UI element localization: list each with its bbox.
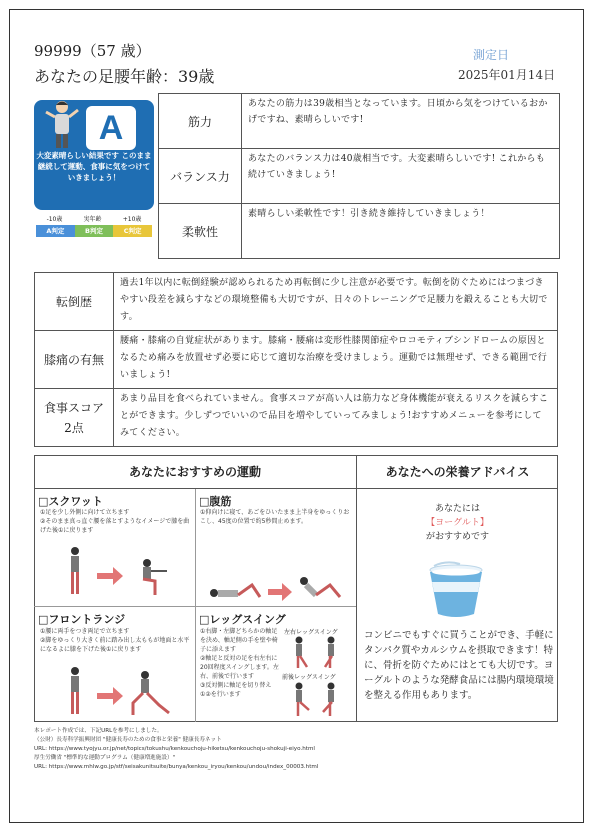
footer-line: 本レポート作成では、下記URLを参考にしました。 — [34, 728, 163, 734]
nutrition-intro: あなたには — [434, 504, 480, 514]
fitness-table — [158, 93, 560, 259]
scale-label-actual: 実年齢 — [83, 216, 102, 223]
scale-level-a: A判定 — [36, 225, 75, 237]
fitness-text-flexibility: 素晴らしい柔軟性です！引き続き維持していきましょう！ — [242, 204, 560, 259]
history-table — [34, 272, 558, 447]
situp-title: □腹筋 — [199, 495, 232, 508]
history-label-diet: 食事スコア 2点 — [35, 389, 114, 447]
situp-illustration-icon — [200, 565, 350, 603]
legswing-label-fb: 前後レッグスイング — [282, 674, 336, 681]
situp-body: ①仰向けに寝て、あごをひいたまま上半身をゆっくりおこし、45度の位置で約5秒間止めます。 — [200, 509, 350, 525]
history-text-knee: 腰痛・膝痛の自覚症状があります。膝痛・腰痛は変形性膝関節症やロコモティブシンドロームの原因となるため痛みを放置せず必要に応じて適切な治療を受けましょう。運動では無理せず、できる範囲で行いましょう! — [114, 331, 558, 389]
squat-title: □スクワット — [38, 495, 103, 508]
fitness-text-balance: あなたのバランス力は40歳相当です。大変素晴らしいです! これからも続けていきましょう! — [242, 149, 560, 204]
section-divider — [356, 455, 357, 722]
legswing-body: ①右脚・左脚どちらかの軸足を決め、軸足側の手を壁や椅子に添えます ②軸足と反対の足を右左右に20回程度スイングします。左右、前後で行います ③反対側に軸足を切り替え①②を行います — [200, 628, 279, 698]
legswing-title: □レッグスイング — [199, 613, 286, 626]
fitness-label-balance: バランス力 — [159, 149, 242, 204]
footer-line: 厚生労働省 "標準的な運動プログラム（健康増進施設）" — [34, 755, 176, 761]
lunge-body: ①腰に両手をつき両足で立ちます ②脚をゆっくり大きく前に踏み出し太ももが地面と水平になるよに膝を下げた後①に戻ります — [40, 628, 190, 653]
footer-url: URL: https://www.mhlw.go.jp/stf/seisakunitsuite/bunya/kenkou_iryou/kenkou/undou/index_00003.html — [34, 764, 319, 770]
scale-label-plus: +10歳 — [122, 216, 142, 223]
patient-id: 99999（57 歳） — [34, 42, 151, 60]
legswing-label-lr: 左右レッグスイング — [284, 629, 338, 636]
grade-message: 大変素晴らしい結果です このまま継続して運動、食事に気をつけていきましょう！ — [36, 151, 152, 182]
nutrition-food: 【ヨーグルト】 — [426, 518, 489, 528]
grade-scale — [36, 214, 152, 244]
scale-level-b: B判定 — [75, 225, 114, 237]
section-header-line — [34, 488, 558, 489]
fitness-label-strength: 筋力 — [159, 94, 242, 149]
nutrition-intro-block — [357, 502, 558, 544]
nutrition-body: コンビニでもすぐに買うことができ、手軽にタンパク質やカルシウムを摂取できます！特に、骨折を防ぐためにはとても大切です。ヨーグルトのような発酵食品には腸内環境環境を整える作用もあります。 — [364, 630, 554, 701]
lunge-title: □フロントランジ — [38, 613, 126, 626]
footer-url: URL: https://www.tyojyu.or.jp/net/topics/tokushu/kenkouchoju-hiketsu/kenkouchoju-shokuji-eiyo.html — [34, 746, 315, 752]
history-label-falls: 転倒歴 — [35, 273, 114, 331]
legswing-illustration-icon — [285, 636, 353, 718]
person-illustration-icon — [40, 98, 84, 148]
exercise-divider-h — [34, 606, 356, 607]
nutrition-heading: あなたへの栄養アドバイス — [385, 465, 530, 479]
footer-line: （公財）長寿科学振興財団 "健康長寿のための食事と栄養" 健康長寿ネット — [34, 737, 222, 743]
grade-letter: A — [86, 106, 136, 150]
squat-body: ①足を少し外側に向けて立ちます ②そのまま真っ直ぐ腰を落とすようなイメージで膝を曲げた後①に戻ります — [40, 509, 190, 534]
leg-age-title: あなたの足腰年齢：39歳 — [34, 67, 215, 86]
nutrition-recommend: がおすすめです — [425, 532, 490, 542]
fitness-text-strength: あなたの筋力は39歳相当となっています。日頃から気をつけているおかげですね、素晴らしいです! — [242, 94, 560, 149]
history-text-falls: 過去1年以内に転倒経験が認められるため再転倒に少し注意が必要です。転倒を防ぐためにはつまづきやすい段差を減らすなどの環境整備も大切ですが、日々のトレーニングで足腰力を鍛えることも大切です。 — [114, 273, 558, 331]
scale-level-c: C判定 — [113, 225, 152, 237]
lunge-illustration-icon — [55, 665, 175, 720]
yogurt-icon — [416, 560, 496, 622]
history-label-knee: 膝痛の有無 — [35, 331, 114, 389]
fitness-label-flexibility: 柔軟性 — [159, 204, 242, 259]
measure-date: 2025年01月14日 — [458, 68, 556, 82]
scale-label-minus: -10歳 — [46, 216, 63, 223]
exercise-heading: あなたにおすすめの運動 — [128, 465, 262, 479]
measure-label: 測定日 — [473, 48, 510, 62]
history-text-diet: あまり品目を食べられていません。食事スコアが高い人は筋力など身体機能が衰えるリスクを減らすことができます。少しずつでいいので品目を増やしていってみましょう!おすすめメニューを参考にしてみてください。 — [114, 389, 558, 447]
footer-references — [34, 727, 554, 772]
squat-illustration-icon — [55, 545, 175, 600]
